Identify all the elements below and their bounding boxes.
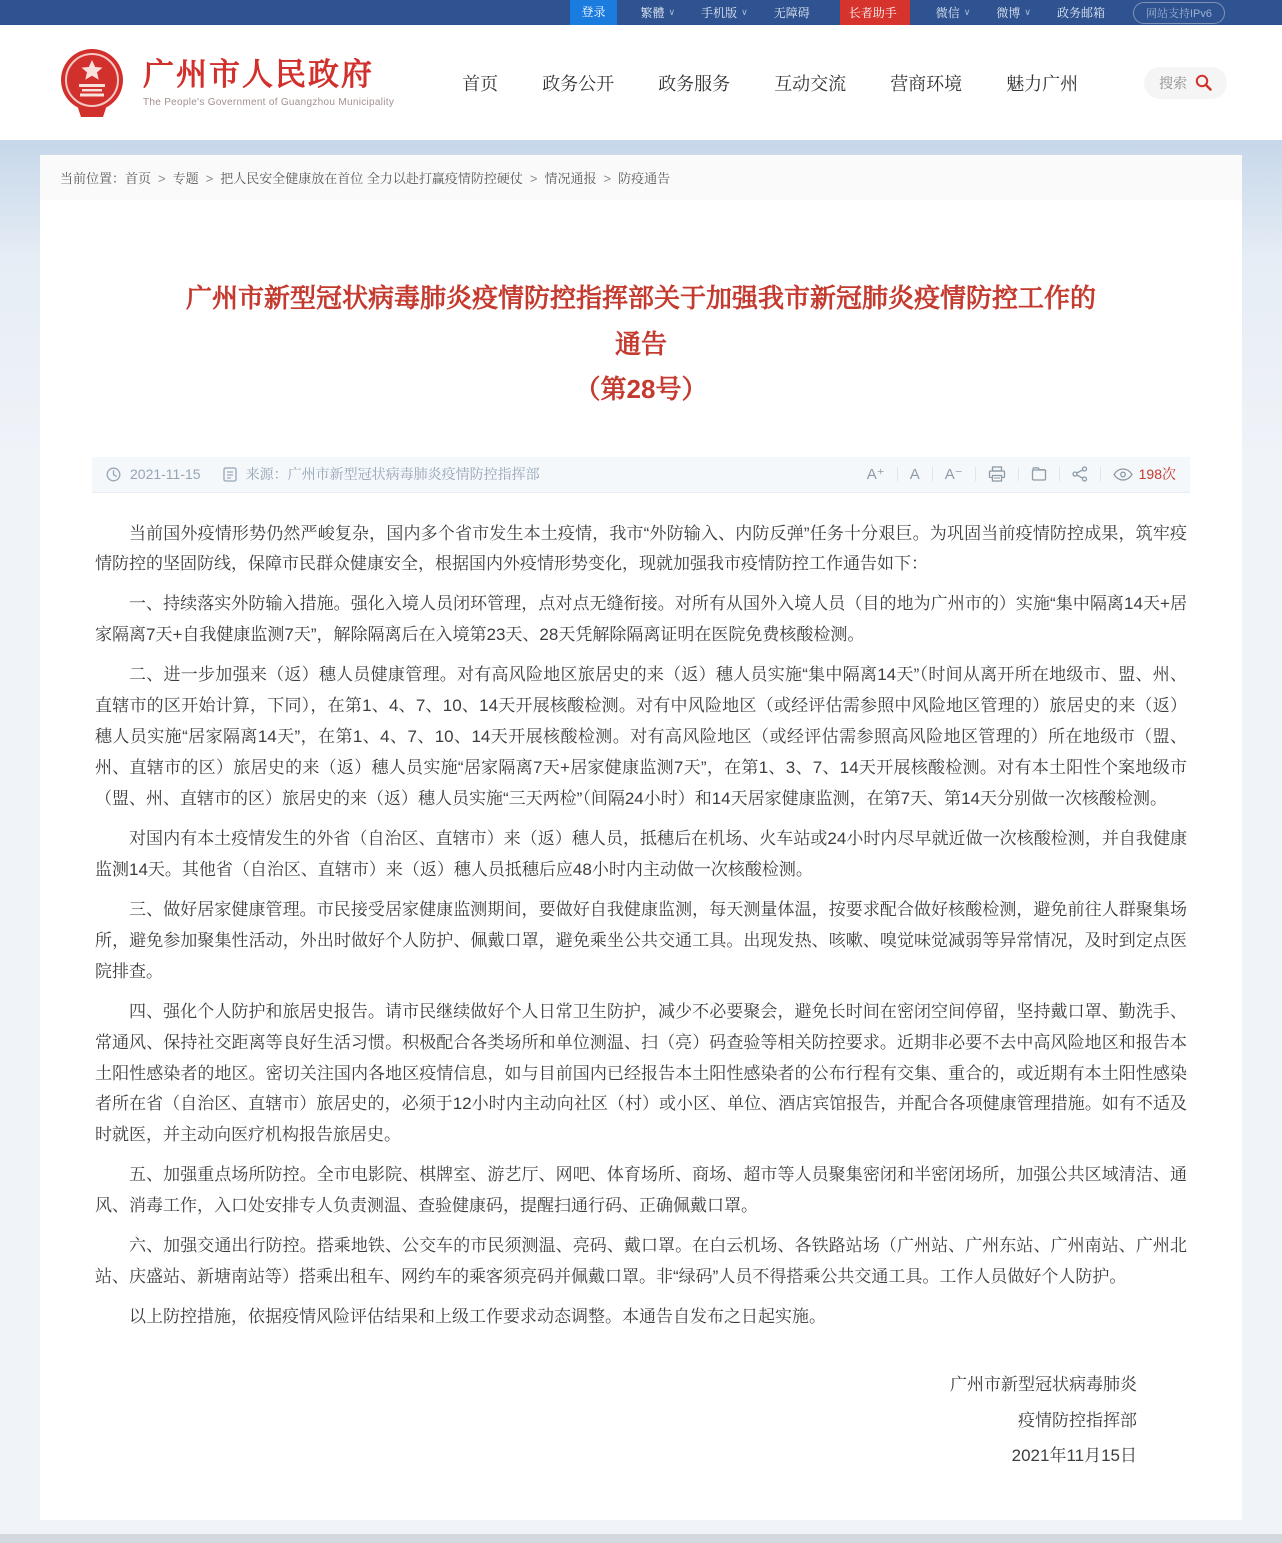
signature-line: 疫情防控指挥部 — [1018, 1410, 1137, 1430]
topbar-link[interactable]: 微博 ∨ — [996, 6, 1031, 20]
breadcrumb-separator: > — [158, 171, 166, 186]
publish-date: 2021-11-15 — [130, 466, 201, 482]
save-icon — [1031, 466, 1047, 482]
font-decrease-button[interactable]: A⁻ — [933, 465, 975, 483]
signature-block — [40, 1367, 1137, 1474]
search-button[interactable] — [1144, 67, 1227, 99]
topbar-link[interactable]: 政务邮箱 — [1056, 6, 1105, 20]
content-card — [40, 155, 1242, 1520]
nav-item[interactable]: 政务服务 — [658, 73, 731, 94]
search-icon — [1195, 74, 1212, 91]
search-label: 搜索 — [1159, 74, 1187, 91]
share-button[interactable] — [1060, 466, 1100, 482]
page-bottom-strip — [0, 1534, 1282, 1543]
nav-item[interactable]: 首页 — [462, 73, 499, 94]
topbar-link[interactable]: 手机版 ∨ — [701, 6, 748, 20]
chevron-down-icon: ∨ — [1024, 7, 1031, 17]
nav-item[interactable]: 营商环境 — [890, 73, 963, 94]
article-paragraph: 三、做好居家健康管理。市民接受居家健康监测期间，要做好自我健康监测，每天测量体温，按要求配合做好核酸检测，避免前往人群聚集场所，避免参加聚集性活动，外出时做好个人防护、佩戴口罩，避免乘坐公共交通工具。出现发热、咳嗽、嗅觉味觉减弱等异常情况，及时到定点医院排查。 — [95, 899, 1187, 981]
site-title: 广州市人民政府 — [143, 57, 374, 93]
eye-icon — [1113, 468, 1133, 481]
font-increase-button[interactable]: A⁺ — [855, 465, 897, 483]
login-button[interactable]: 登录 — [570, 0, 616, 25]
topbar-link[interactable]: 无障碍 — [773, 6, 810, 20]
font-normal-button[interactable]: A — [898, 466, 932, 483]
topbar-links — [641, 0, 1109, 25]
article-paragraph: 当前国外疫情形势仍然严峻复杂，国内多个省市发生本土疫情，我市“外防输入、内防反弹”任务十分艰巨。为巩固当前疫情防控成果，筑牢疫情防控的坚固防线，保障市民群众健康安全，根据国内外疫情形势变化，现就加强我市疫情防控工作通告如下： — [95, 523, 1187, 574]
breadcrumb-link[interactable]: 专题 — [172, 171, 199, 186]
site-logo[interactable] — [55, 46, 394, 120]
print-button[interactable] — [976, 466, 1018, 482]
nav-item[interactable]: 魅力广州 — [1006, 73, 1079, 94]
article-title-line1: 广州市新型冠状病毒肺炎疫情防控指挥部关于加强我市新冠肺炎疫情防控工作的通告 — [185, 283, 1096, 359]
breadcrumb-separator: > — [529, 171, 538, 186]
topbar-link[interactable]: 微信 ∨ — [935, 6, 971, 20]
topbar — [0, 0, 1282, 25]
chevron-down-icon: ∨ — [963, 7, 971, 17]
article-paragraph: 一、持续落实外防输入措施。强化入境人员闭环管理，点对点无缝衔接。对所有从国外入境人员（目的地为广州市的）实施“集中隔离14天+居家隔离7天+自我健康监测7天”，解除隔离后在入境第23天、28天凭解除隔离证明在医院免费核酸检测。 — [95, 594, 1187, 645]
article-paragraph: 四、强化个人防护和旅居史报告。请市民继续做好个人日常卫生防护，减少不必要聚会，避免长时间在密闭空间停留，坚持戴口罩、勤洗手、常通风、保持社交距离等良好生活习惯。积极配合各类场所和单位测温、扫（亮）码查验等相关防控要求。近期非必要不去中高风险地区和报告本土阳性感染者的地区。密切关注国内各地区疫情信息，如与目前国内已经报告本土阳性感染者的公布行程有交集、重合的，或近期有本土阳性感染者所在省（自治区、直辖市）旅居史的，必须于12小时内主动向社区（村）或小区、单位、酒店宾馆报告，并配合各项健康管理措施。如有不适及时就医，并主动向医疗机构报告旅居史。 — [95, 1001, 1187, 1145]
site-title-english: The People's Government of Guangzhou Municipality — [143, 96, 395, 108]
article-paragraph: 六、加强交通出行防控。搭乘地铁、公交车的市民须测温、亮码、戴口罩。在白云机场、各铁路站场（广州站、广州东站、广州南站、广州北站、庆盛站、新塘南站等）搭乘出租车、网约车的乘客须亮码并佩戴口罩。非“绿码”人员不得搭乘公共交通工具。工作人员做好个人防护。 — [95, 1236, 1187, 1287]
site-header — [0, 25, 1282, 140]
clock-icon — [106, 467, 121, 482]
topbar-link[interactable]: 长者助手 — [840, 0, 910, 25]
signature-line: 2021年11月15日 — [1011, 1446, 1137, 1466]
publish-date-wrap — [106, 466, 201, 482]
breadcrumb-link[interactable]: 情况通报 — [544, 171, 597, 186]
national-emblem-icon — [55, 46, 129, 120]
breadcrumb-separator: > — [603, 171, 612, 186]
ipv6-badge: 网站支持IPv6 — [1133, 2, 1225, 24]
article-title-line2: （第28号） — [574, 374, 708, 404]
article-tools — [855, 464, 1176, 484]
view-count: 198次 — [1138, 466, 1176, 482]
article-paragraph: 五、加强重点场所防控。全市电影院、棋牌室、游艺厅、网吧、体育场所、商场、超市等人员聚集密闭和半密闭场所，加强公共区域清洁、通风、消毒工作，入口处安排专人负责测温、查验健康码，提醒扫通行码、正确佩戴口罩。 — [95, 1165, 1187, 1216]
page-background — [0, 140, 1282, 1534]
printer-icon — [988, 466, 1006, 482]
breadcrumb-prefix: 当前位置： — [60, 171, 126, 186]
nav-item[interactable]: 互动交流 — [774, 73, 847, 94]
signature-line: 广州市新型冠状病毒肺炎 — [950, 1375, 1137, 1394]
view-counter — [1101, 464, 1176, 484]
article-title — [180, 276, 1102, 413]
article-body — [95, 519, 1187, 1334]
document-icon — [223, 467, 237, 482]
article-paragraph: 对国内有本土疫情发生的外省（自治区、直辖市）来（返）穗人员，抵穗后在机场、火车站或24小时内尽早就近做一次核酸检测，并自我健康监测14天。其他省（自治区、直辖市）来（返）穗人员抵穗后应48小时内主动做一次核酸检测。 — [95, 828, 1187, 879]
breadcrumb-link[interactable]: 防疫通告 — [618, 171, 671, 186]
article-meta-bar — [92, 457, 1190, 493]
nav-item[interactable]: 政务公开 — [542, 73, 615, 94]
chevron-down-icon: ∨ — [741, 7, 748, 17]
share-icon — [1072, 466, 1088, 482]
chevron-down-icon: ∨ — [668, 7, 676, 17]
breadcrumb-separator: > — [205, 171, 214, 186]
breadcrumb — [40, 155, 1242, 200]
breadcrumb-link[interactable]: 把人民安全健康放在首位 全力以赴打赢疫情防控硬仗 — [220, 171, 523, 186]
article-paragraph: 以上防控措施，依据疫情风险评估结果和上级工作要求动态调整。本通告自发布之日起实施。 — [129, 1307, 826, 1327]
breadcrumb-link[interactable]: 首页 — [125, 171, 152, 186]
article-paragraph: 二、进一步加强来（返）穗人员健康管理。对有高风险地区旅居史的来（返）穗人员实施“集中隔离14天”（时间从离开所在地级市、盟、州、直辖市的区开始计算，下同），在第1、4、7、10、14天开展核酸检测。对有中风险地区（或经评估需参照中风险地区管理的）旅居史的来（返）穗人员实施“居家隔离14天”，在第1、4、7、10、14天开展核酸检测。对有高风险地区（或经评估需参照高风险地区管理的）所在地级市（盟、州、直辖市的区）旅居史的来（返）穗人员实施“居家隔离7天+居家健康监测7天”，在第1、3、7、14天开展核酸检测。对有本土阳性个案地级市（盟、州、直辖市的区）旅居史的来（返）穗人员实施“三天两检”（间隔24小时）和14天居家健康监测，在第7天、第14天分别做一次核酸检测。 — [95, 665, 1187, 808]
main-nav — [462, 70, 1078, 96]
article-source: 来源：广州市新型冠状病毒肺炎疫情防控指挥部 — [245, 466, 540, 482]
article-source-wrap — [223, 464, 540, 484]
save-button[interactable] — [1019, 466, 1059, 482]
topbar-link[interactable]: 繁體 ∨ — [640, 6, 676, 20]
